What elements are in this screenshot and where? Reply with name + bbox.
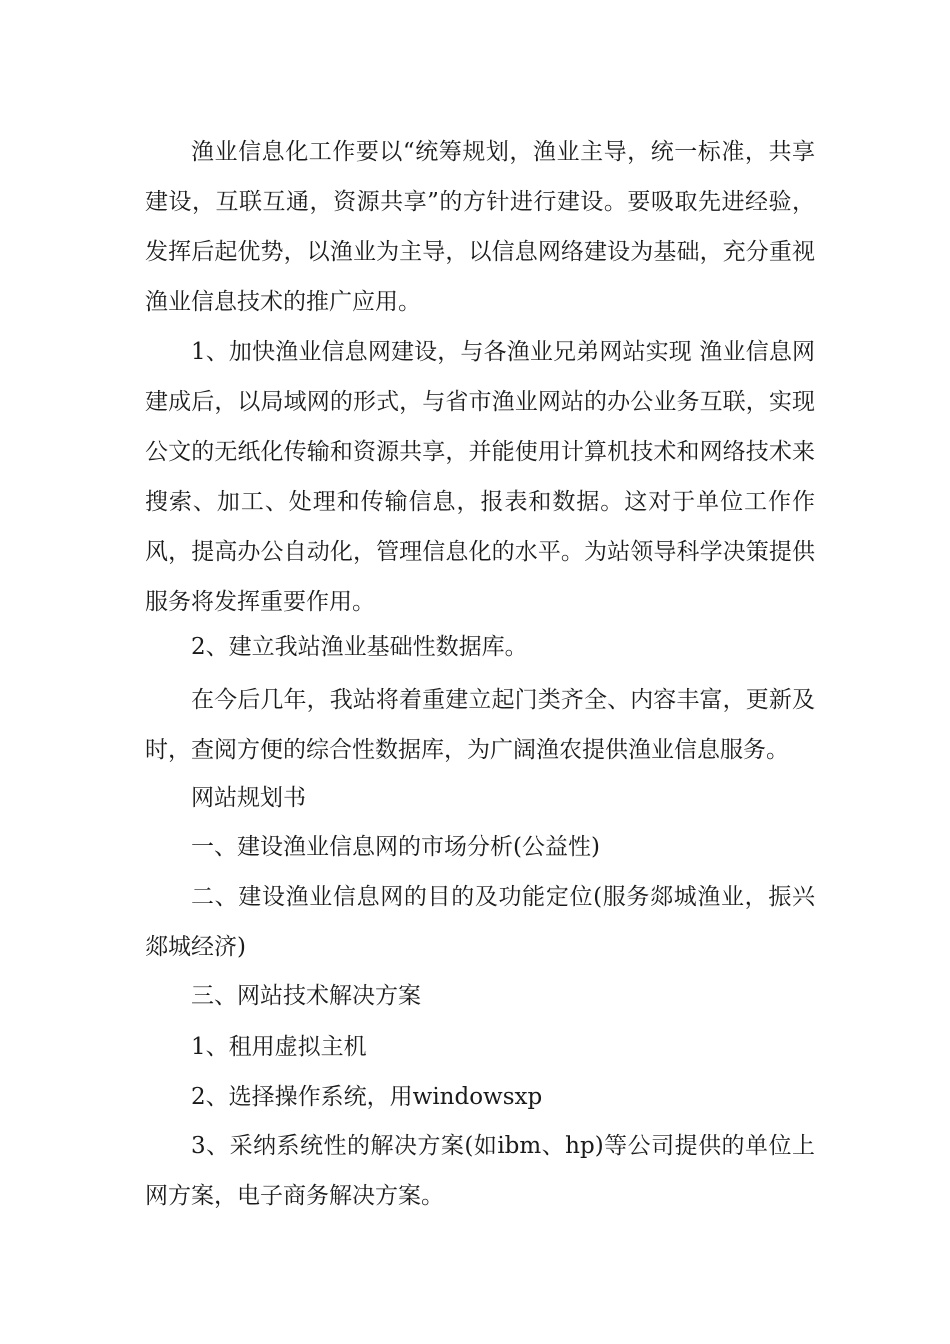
section-heading-market-analysis: 一、建设渔业信息网的市场分析(公益性) xyxy=(191,834,600,860)
paragraph-item-1-network-construction: 1、加快渔业信息网建设，与各渔业兄弟网站实现 渔业信息网建成后，以局域网的形式，与省市渔业网站的办公业务互联，实现公文的无纸化传输和资源共享，并能使用计算机技术和网络技术来搜索、加工、处理和传输信息，报表和数据。这对于单位工作作风，提高办公自动化，管理信息化的水平。为站领导科学决策提供服务将发挥重要作用。 xyxy=(145,339,815,615)
paragraph-item-2-database: 2、建立我站渔业基础性数据库。 xyxy=(191,634,528,660)
list-item-virtual-host: 1、租用虚拟主机 xyxy=(191,1034,367,1060)
section-heading-website-plan: 网站规划书 xyxy=(191,785,306,811)
section-heading-purpose-positioning: 二、建设渔业信息网的目的及功能定位(服务郯城渔业，振兴郯城经济) xyxy=(145,884,815,960)
list-item-systemic-solution: 3、采纳系统性的解决方案(如ibm、hp)等公司提供的单位上网方案，电子商务解决方案。 xyxy=(145,1133,815,1209)
paragraph-database-plan: 在今后几年，我站将着重建立起门类齐全、内容丰富，更新及时，查阅方便的综合性数据库，为广阔渔农提供渔业信息服务。 xyxy=(145,687,815,763)
paragraph-guiding-principles: 渔业信息化工作要以“统筹规划，渔业主导，统一标准，共享建设，互联互通，资源共享”的方针进行建设。要吸取先进经验，发挥后起优势，以渔业为主导，以信息网络建设为基础，充分重视渔业信息技术的推广应用。 xyxy=(145,139,815,315)
section-heading-technical-solution: 三、网站技术解决方案 xyxy=(191,983,421,1009)
list-item-operating-system: 2、选择操作系统，用windowsxp xyxy=(191,1084,543,1110)
